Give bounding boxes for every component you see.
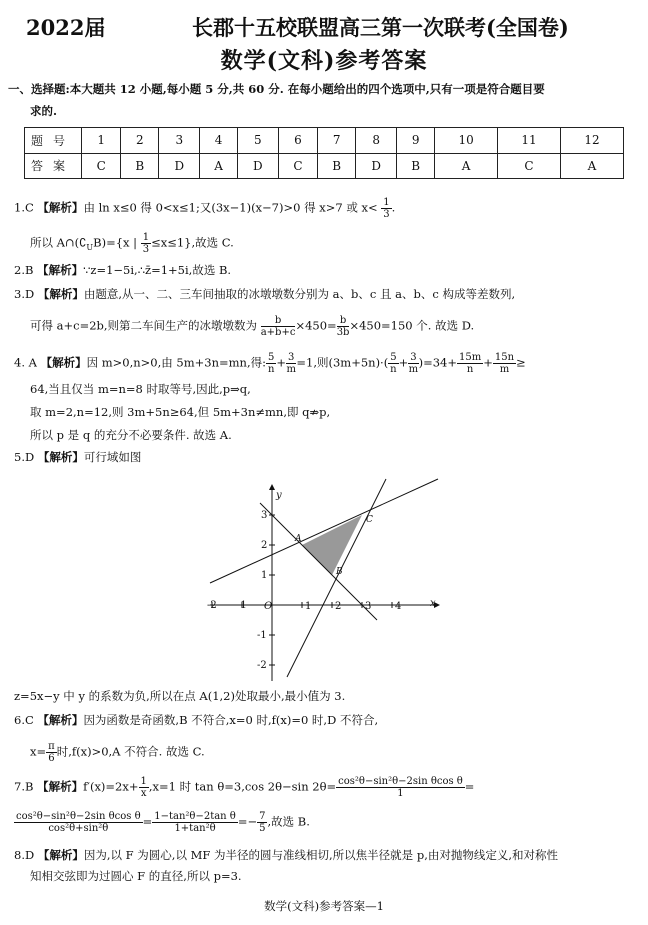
row-label-number: 题号 [25,128,82,154]
document-subtitle: 数学(文科)参考答案 [220,48,428,74]
q1-text: 由 ln x≤0 得 0<x≤1;又(3x−1)(x−7)>0 得 x>7 或 x< [83,200,378,215]
q4-line2: 64,当且仅当 m=n=8 时取等号,因此,p⇒q, [30,382,251,396]
q4-line4: 所以 p 是 q 的充分不必要条件. 故选 A. [30,428,232,442]
q4-line3: 取 m=2,n=12,则 3m+5n≥64,但 5m+3n≠mn,即 q⇏p, [30,405,331,419]
y-tick-label: 3 [261,510,268,521]
table-cell: C [278,153,317,179]
analysis-tag: 【解析】 [37,779,84,794]
page-footer: 数学(文科)参考答案—1 [264,899,384,913]
q7-line2: $\frac{\text{cos²θ−sin²θ−2sin θcos θ}}{\text{cos²θ+sin²θ}}$ = $\frac{\text{1−tan²θ−2tan θ}}{\text{1+tan²θ}}$ =− $\frac{7}{5}$ ,故选 B. [16,811,310,834]
feasible-region-graph [206,476,446,686]
analysis-tag: 【解析】 [37,713,84,727]
q6-line1: 6.C 【解析】因为函数是奇函数,B 不符合,x=0 时,f(x)=0 时,D 不符合, [14,713,379,727]
q8-line1: 8.D 【解析】因为,以 F 为圆心,以 MF 为半径的圆与准线相切,所以焦半径就是 p,由对抛物线定义,和对称性 [14,848,559,862]
x-axis-label: x [430,598,436,609]
analysis-tag: 【解析】 [37,287,84,301]
analysis-tag: 【解析】 [40,355,87,370]
q7-line1: 7.B 【解析】f′(x)=2x+ $\frac{1}{x}$ ,x=1 时 tan θ=3,cos 2θ−sin 2θ= $\frac{\text{cos²θ−sin²θ−2sin θcos θ}}{1}$ = [14,776,475,799]
analysis-tag: 【解析】 [37,450,84,464]
line-ab [260,503,377,620]
analysis-tag: 【解析】 [37,848,84,862]
table-cell: D [159,153,200,179]
point-c-label: C [366,515,373,525]
x-tick-label: 4 [395,601,402,612]
x-tick-label: 3 [365,601,372,612]
q1-line2: 所以 $A\cap(∁_UB)=\{x$ | $\frac{1}{3}$ ≤x≤1},故选 C. [30,232,234,255]
fraction: $\frac{1}{3}$ [383,197,390,220]
section-heading: 一、选择题:本大题共 12 小题,每小题 5 分,共 60 分. 在每小题给出的四个选项中,只有一项是符合题目要 [8,82,545,96]
table-cell: B [318,153,356,179]
table-cell: C [82,153,121,179]
point-b-label: B [336,567,343,577]
table-cell: A [200,153,237,179]
table-cell: 10 [435,128,498,154]
analysis-tag: 【解析】 [37,263,84,277]
table-cell: 8 [356,128,397,154]
fraction: $\frac{b}{a+b+c}$ [260,315,296,338]
q3-line1: 3.D 【解析】由题意,从一、二、三车间抽取的冰墩墩数分别为 a、b、c 且 a、b、c 构成等差数列, [14,287,516,301]
analysis-tag: 【解析】 [37,200,84,215]
table-cell: 3 [159,128,200,154]
x-tick-label: 1 [305,601,312,612]
table-cell: B [397,153,435,179]
table-cell: 6 [278,128,317,154]
table-cell: 4 [200,128,237,154]
table-cell: D [237,153,278,179]
fraction: $\frac{1}{3}$ [142,232,150,255]
y-tick-label: 2 [261,540,268,551]
y-axis-label: y [276,490,282,501]
q8-line2: 知相交弦即为过圆心 F 的直径,所以 p=3. [30,869,242,883]
q5-conclusion: z=5x−y 中 y 的系数为负,所以在点 A(1,2)处取最小,最小值为 3. [14,689,346,703]
q2-line: 2.B 【解析】∵z=1−5i,∴z̄=1+5i,故选 B. [14,263,232,277]
exam-title: 长郡十五校联盟高三第一次联考(全国卷) [192,15,569,40]
x-tick-label: -2 [207,600,217,611]
q1-line1: 1.C 【解析】由 ln x≤0 得 0<x≤1;又(3x−1)(x−7)>0 得 x>7 或 x< $\frac{1}{3}$ . [14,197,396,220]
table-cell: 12 [560,128,623,154]
q4-line1: 4. A 【解析】因 m>0,n>0,由 5m+3n=mn,得: $\frac{5}{n}$ + $\frac{3}{m}$ =1,则(3m+5n)·( $\frac{5}{n}$ + $\frac{3}{m}$ )=34+ $\frac{15m}{n}$ + $\frac{15n}{m}$ ≥ [14,352,526,375]
q6-line2: x= $\frac{\pi}{6}$ 时,f(x)>0,A 不符合. 故选 C. [30,741,205,764]
section-heading-cont: 求的. [30,104,58,118]
line-bc [287,479,386,677]
exam-year: 2022届 [26,15,106,40]
x-tick-label: 2 [335,601,342,612]
table-cell: 5 [237,128,278,154]
table-cell: D [356,153,397,179]
answer-table [24,127,624,179]
q3-line2: 可得 a+c=2b,则第二车间生产的冰墩墩数为 $\frac{b}{a+b+c}$ ×450= $\frac{b}{3b}$ ×450=150 个. 故选 D. [30,315,475,338]
origin-label: O [264,601,273,612]
table-cell: 7 [318,128,356,154]
table-cell: A [435,153,498,179]
table-cell: 2 [121,128,159,154]
table-cell: B [121,153,159,179]
table-cell: C [498,153,561,179]
row-label-answer: 答案 [25,153,82,179]
y-tick-label: -2 [257,660,267,671]
fraction: $\frac{b}{3b}$ [336,315,350,338]
table-cell: A [560,153,623,179]
y-tick-label: -1 [257,630,267,641]
q5-line1: 5.D 【解析】可行域如图 [14,450,142,464]
table-cell: 9 [397,128,435,154]
y-axis-arrow-icon [269,484,275,490]
q1-number: 1.C [14,200,34,215]
table-cell: 11 [498,128,561,154]
x-tick-label: -1 [237,600,247,611]
y-tick-label: 1 [261,570,268,581]
table-cell: 1 [82,128,121,154]
point-a-label: A [295,534,302,544]
table-row-answers [25,153,624,179]
table-row-numbers [25,128,624,154]
